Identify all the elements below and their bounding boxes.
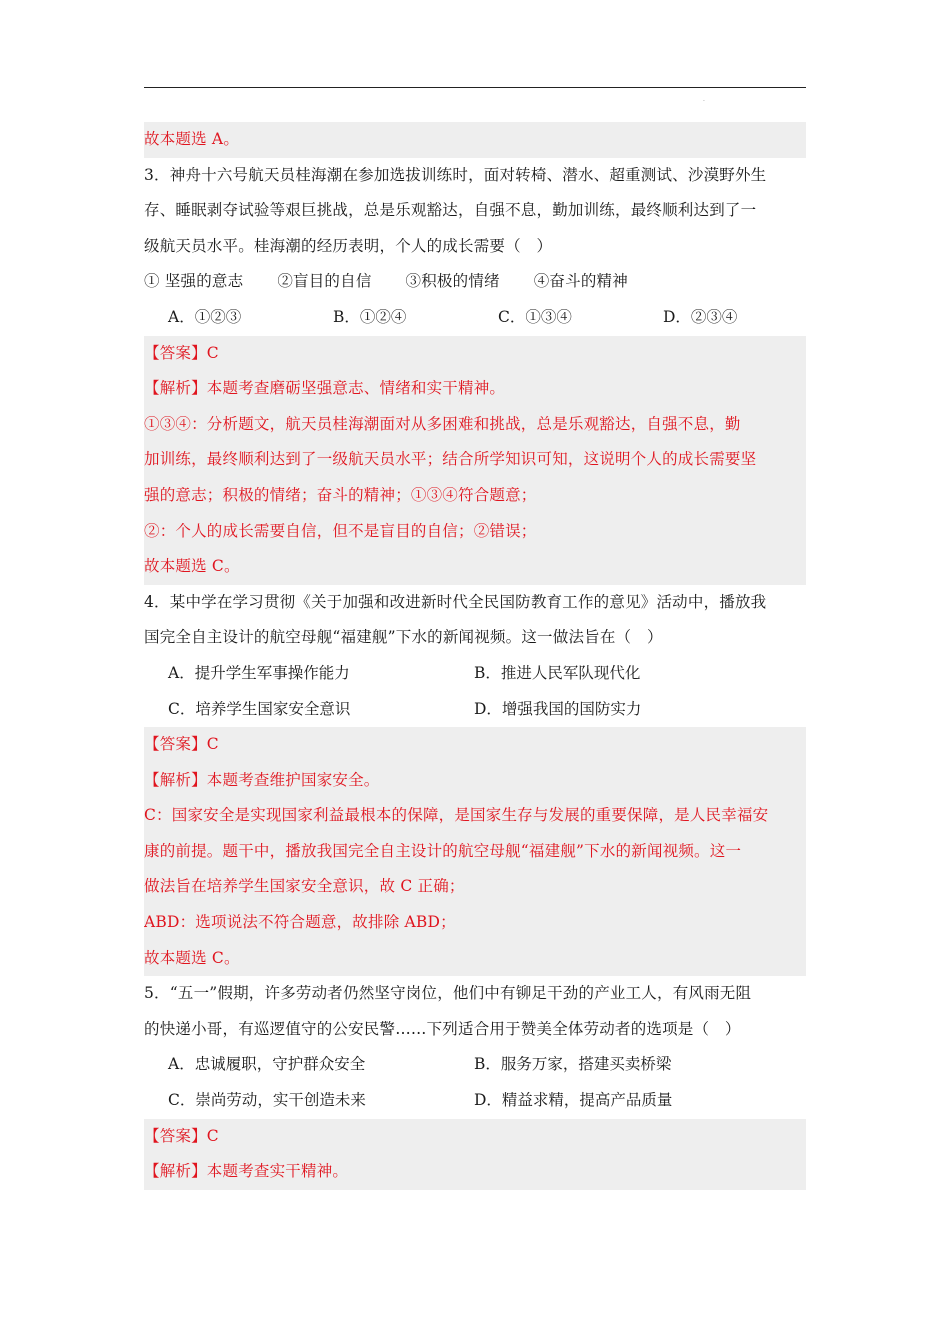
header-dot: . [703, 96, 705, 103]
q5-option-c: C．崇尚劳动，实干创造未来 [168, 1091, 366, 1110]
q3-explain-line-3: 强的意志；积极的情绪；奋斗的精神；①③④符合题意； [144, 485, 537, 504]
page-content [144, 122, 806, 1190]
q4-options-row-1 [144, 656, 806, 692]
q4-answer-block [144, 727, 806, 976]
question-5 [144, 976, 806, 1190]
q3-option-c: C．①③④ [498, 307, 572, 326]
header-rule [144, 87, 806, 88]
q4-explain-line-4: ABD：选项说法不符合题意，故排除 ABD； [144, 913, 456, 932]
q3-stem-line-1: 3．神舟十六号航天员桂海潮在参加选拔训练时，面对转椅、潜水、超重测试、沙漠野外生 [144, 165, 767, 184]
q4-stem-line-2: 国完全自主设计的航空母舰“福建舰”下水的新闻视频。这一做法旨在（ ） [144, 628, 663, 647]
q3-stem-line-3: 级航天员水平。桂海潮的经历表明，个人的成长需要（ ） [144, 236, 553, 255]
q3-options [144, 300, 806, 336]
q3-statement-3: ③积极的情绪 [405, 272, 500, 291]
q3-statements [144, 264, 806, 300]
q3-option-d: D．②③④ [663, 307, 738, 326]
q3-explain-line-5: 故本题选 C。 [144, 557, 240, 576]
question-3 [144, 158, 806, 585]
q5-answer-block [144, 1119, 806, 1190]
q3-statement-4: ④奋斗的精神 [533, 272, 628, 291]
q3-statement-1: ① 坚强的意志 [144, 272, 244, 291]
q5-option-d: D．精益求精，提高产品质量 [474, 1091, 673, 1110]
q5-option-a: A．忠诚履职，守护群众安全 [168, 1055, 366, 1074]
q5-option-b: B．服务万家，搭建买卖桥梁 [474, 1055, 672, 1074]
q4-analysis: 【解析】本题考查维护国家安全。 [144, 770, 380, 789]
q4-option-d: D．增强我国的国防实力 [474, 699, 642, 718]
q4-stem-line-1: 4．某中学在学习贯彻《关于加强和改进新时代全民国防教育工作的意见》活动中，播放我 [144, 592, 767, 611]
q3-analysis-text: 【解析】本题考查磨砺坚强意志、情绪和实干精神。 [144, 379, 506, 398]
q3-answer: 【答案】C [144, 343, 219, 362]
q3-stem-line-2: 存、睡眠剥夺试验等艰巨挑战，总是乐观豁达，自强不息，勤加训练，最终顺利达到了一 [144, 201, 757, 220]
q5-analysis: 【解析】本题考查实干精神。 [144, 1162, 349, 1181]
q5-options-row-1 [144, 1047, 806, 1083]
prev-conclusion: 故本题选 A。 [144, 122, 806, 158]
q4-options-row-2 [144, 692, 806, 728]
q4-explain-line-2: 康的前提。题干中，播放我国完全自主设计的航空母舰“福建舰”下水的新闻视频。这一 [144, 841, 742, 860]
q3-statement-2: ②盲目的自信 [277, 272, 372, 291]
q4-option-b: B．推进人民军队现代化 [474, 663, 641, 682]
q4-explain-line-5: 故本题选 C。 [144, 948, 240, 967]
q4-option-c: C．培养学生国家安全意识 [168, 699, 351, 718]
q3-answer-block [144, 336, 806, 585]
q5-answer: 【答案】C [144, 1126, 219, 1145]
q4-option-a: A．提升学生军事操作能力 [168, 663, 350, 682]
q3-option-a: A．①②③ [168, 307, 242, 326]
question-4 [144, 585, 806, 977]
q4-explain-line-1: C：国家安全是实现国家利益最根本的保障，是国家生存与发展的重要保障，是人民幸福安 [144, 806, 769, 825]
q4-answer: 【答案】C [144, 735, 219, 754]
q5-stem-line-1: 5．“五一”假期，许多劳动者仍然坚守岗位，他们中有铆足干劲的产业工人，有风雨无阻 [144, 984, 752, 1003]
q3-analysis [144, 371, 806, 407]
q5-stem-line-2: 的快递小哥，有巡逻值守的公安民警……下列适合用于赞美全体劳动者的选项是（ ） [144, 1019, 741, 1038]
q3-option-b: B．①②④ [333, 307, 407, 326]
q3-explain-line-4: ②：个人的成长需要自信，但不是盲目的自信；②错误； [144, 521, 537, 540]
q5-options-row-2 [144, 1083, 806, 1119]
q3-explain-line-2: 加训练，最终顺利达到了一级航天员水平；结合所学知识可知，这说明个人的成长需要坚 [144, 450, 757, 469]
q4-explain-line-3: 做法旨在培养学生国家安全意识，故 C 正确； [144, 877, 465, 896]
q3-explain-line-1: ①③④：分析题文，航天员桂海潮面对从多困难和挑战，总是乐观豁达，自强不息，勤 [144, 414, 741, 433]
